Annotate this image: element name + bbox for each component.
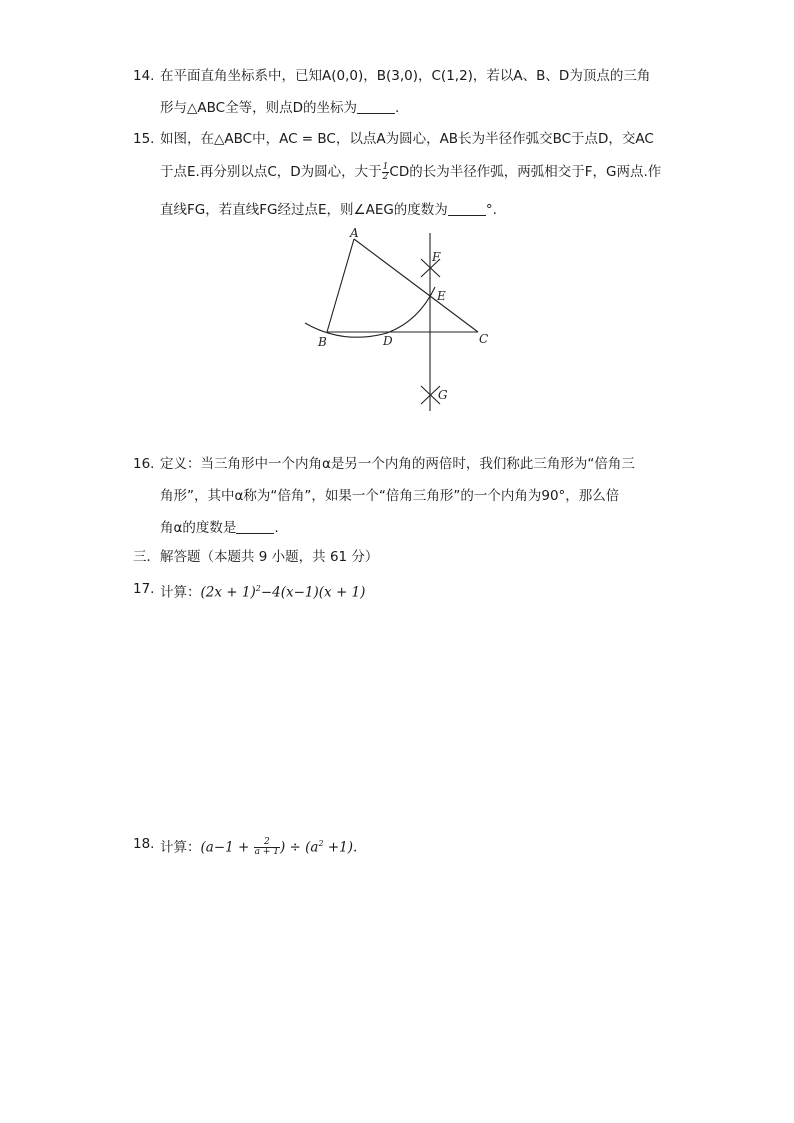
- q16-line3-text: 角α的度数是: [160, 520, 237, 536]
- q16-line3-end: .: [274, 520, 279, 536]
- q14-number: 14.: [133, 68, 155, 84]
- label-b: B: [318, 335, 327, 349]
- q18-expr-part1: (a−1 +: [200, 839, 254, 856]
- q16-answer-blank: [236, 519, 274, 534]
- label-f: F: [432, 250, 441, 264]
- q15-number: 15.: [133, 131, 155, 147]
- segment-ab: [327, 239, 354, 332]
- q14-line2-end: .: [394, 100, 400, 116]
- q15-line1: 如图，在△ABC中，AC = BC，以点A为圆心，AB长为半径作弧交BC于点D，交AC: [160, 131, 654, 147]
- q16-line2: 角形”，其中α称为“倍角”，如果一个“倍角三角形”的一个内角为90°，那么倍: [160, 488, 620, 504]
- q18-exponent: 2: [318, 839, 324, 848]
- q16-line1: 定义：当三角形中一个内角α是另一个内角的两倍时，我们称此三角形为“倍角三: [160, 456, 635, 472]
- q15-line2-end: CD的长为半径作弧，两弧相交于F，G两点.作: [389, 164, 662, 180]
- segment-ac: [354, 239, 478, 332]
- q15-line3-end: °.: [485, 202, 497, 218]
- q15-line3: [160, 200, 497, 220]
- q15-line3-text: 直线FG，若直线FG经过点E，则∠AEG的度数为: [160, 202, 448, 218]
- q18-label: 计算：: [160, 839, 201, 856]
- geometry-figure: [295, 225, 510, 417]
- label-a: A: [350, 226, 359, 240]
- q18-fraction-denominator: a + 1: [254, 847, 279, 857]
- label-d: D: [383, 334, 393, 348]
- q15-line2-start: 于点E.再分别以点C，D为圆心，大于: [160, 164, 382, 180]
- q16-line3: [160, 518, 279, 538]
- q14-line2: [160, 98, 399, 118]
- arc-from-a: [305, 287, 435, 337]
- q18-expr-part2: ) ÷ (a: [279, 839, 319, 856]
- q17-expression: [160, 579, 365, 603]
- q14-line1: 在平面直角坐标系中，已知A(0,0)，B(3,0)，C(1,2)，若以A、B、D为顶点的三角: [160, 68, 651, 84]
- label-e: E: [437, 289, 446, 303]
- section-heading: 三．解答题（本题共 9 小题，共 61 分）: [133, 549, 379, 565]
- q17-label: 计算：: [160, 584, 201, 601]
- q15-answer-blank: [448, 201, 486, 216]
- q16-number: 16.: [133, 456, 155, 472]
- half-fraction-denominator: 2: [382, 171, 389, 182]
- q18-expr-part3: +1).: [323, 839, 358, 856]
- label-c: C: [479, 332, 489, 346]
- q14-answer-blank: [357, 99, 395, 114]
- q18-expression: [160, 834, 357, 858]
- q17-number: 17.: [133, 581, 155, 597]
- q14-line2-text: 形与△ABC全等，则点D的坐标为: [160, 100, 357, 116]
- half-fraction-numerator: 1: [382, 161, 389, 172]
- q17-expr-part1: (2x + 1): [200, 584, 256, 601]
- q15-line2: [160, 162, 661, 182]
- q18-number: 18.: [133, 836, 155, 852]
- label-g: G: [438, 388, 448, 402]
- q18-fraction-numerator: 2: [254, 838, 280, 848]
- q17-expr-part2: −4(x−1)(x + 1): [260, 584, 366, 601]
- q18-fraction: [254, 838, 280, 857]
- q17-exponent: 2: [255, 584, 261, 593]
